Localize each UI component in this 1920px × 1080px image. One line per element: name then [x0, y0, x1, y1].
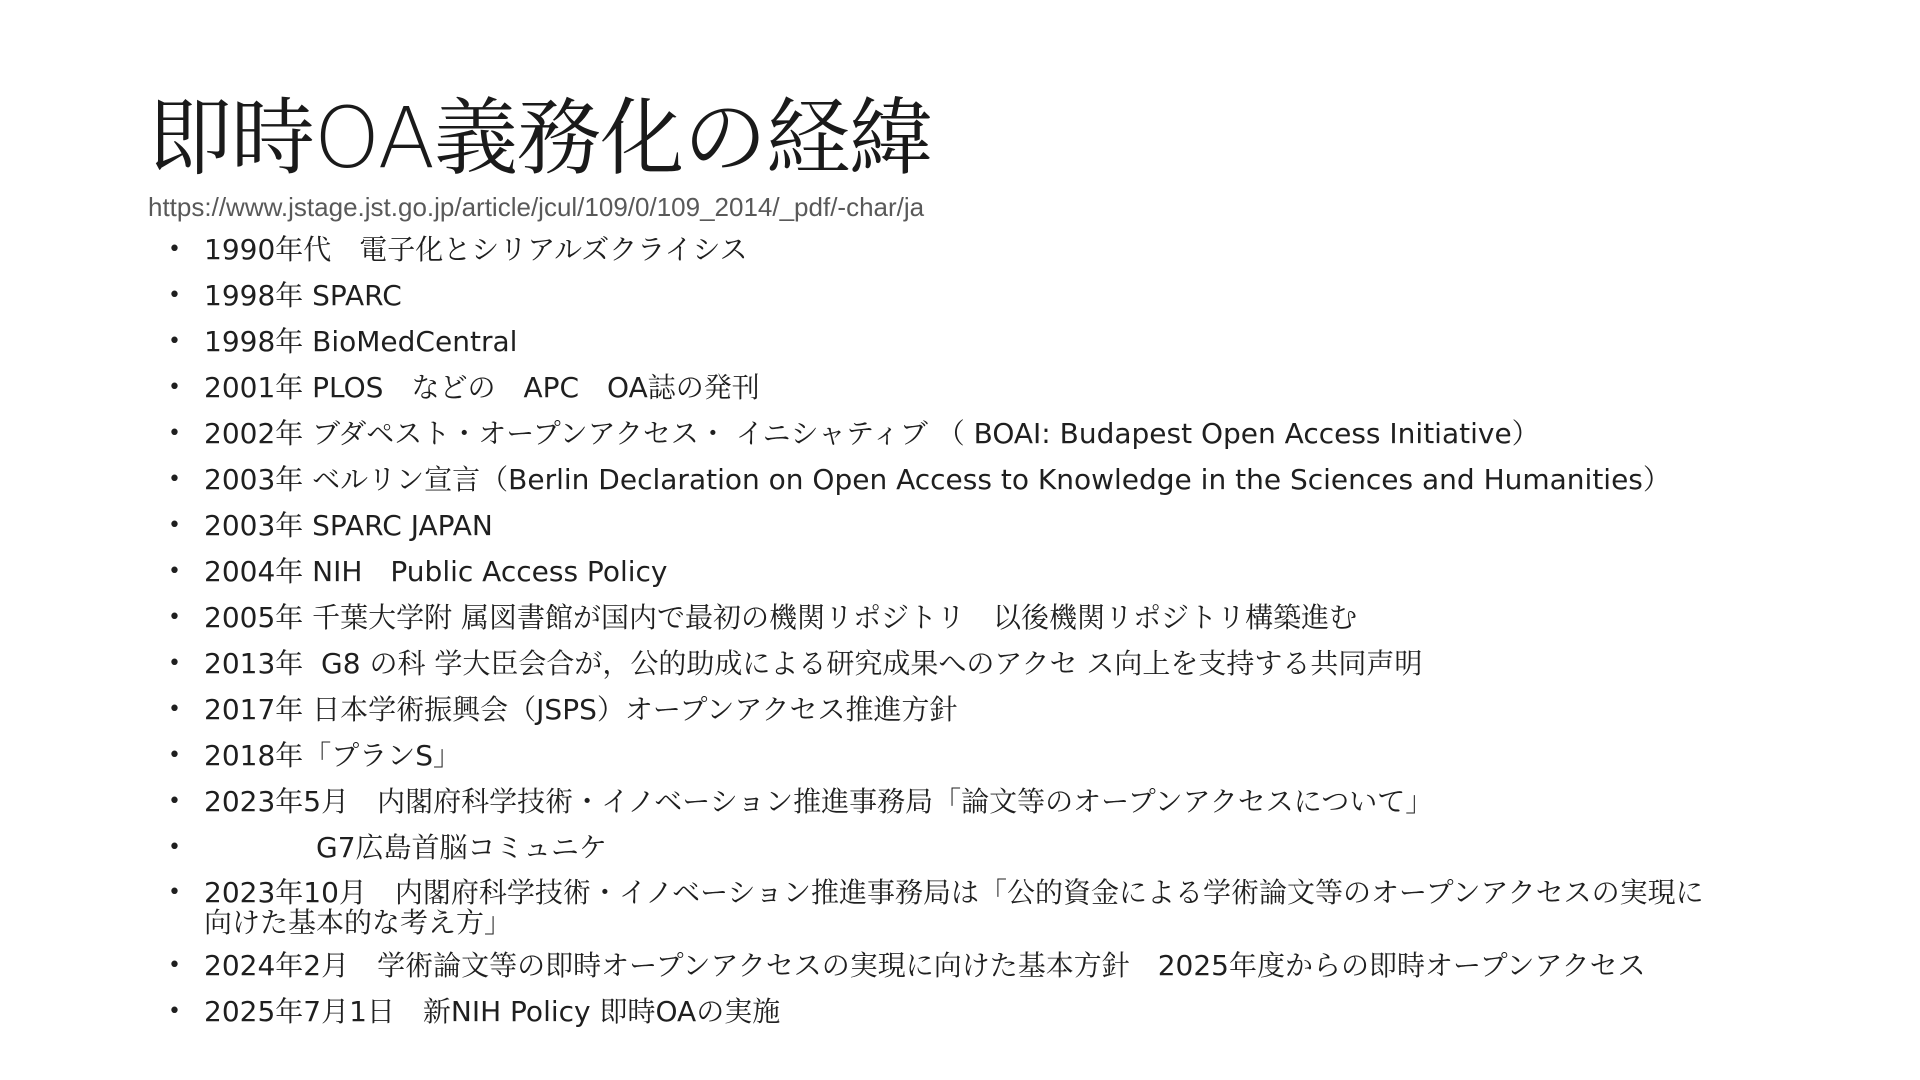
list-item [168, 648, 1868, 680]
slide-title: 即時OA義務化の経緯 [148, 89, 933, 187]
list-item [168, 280, 1868, 312]
list-item [168, 510, 1868, 542]
bullet-icon: • [168, 329, 181, 354]
list-item [168, 786, 1868, 818]
list-item [168, 556, 1868, 588]
list-item-text: 1998年 BioMedCentral [204, 325, 518, 358]
bullet-icon: • [168, 953, 181, 978]
list-item-text: 2004年 NIH Public Access Policy [204, 555, 668, 588]
list-item-text: 2003年 ベルリン宣言（Berlin Declaration on Open Access to Knowledge in the Sciences and Humanities） [204, 463, 1671, 496]
bullet-icon: • [168, 375, 181, 400]
bullet-icon: • [168, 835, 181, 860]
list-item-text: G7広島首脳コミュニケ [204, 831, 607, 864]
list-item-text: 2017年 日本学術振興会（JSPS）オープンアクセス推進方針 [204, 693, 958, 726]
list-item [168, 326, 1868, 358]
list-item [168, 234, 1868, 266]
bullet-icon: • [168, 999, 181, 1024]
timeline-list [168, 234, 1868, 1042]
list-item [168, 418, 1868, 450]
list-item-text: 2023年10月 内閣府科学技術・イノベーション推進事務局は「公的資金による学術論文等のオープンアクセスの実現に向けた基本的な考え方」 [204, 876, 1704, 939]
list-item-text: 1998年 SPARC [204, 279, 402, 312]
list-item [168, 464, 1868, 496]
bullet-icon: • [168, 559, 181, 584]
bullet-icon: • [168, 880, 181, 905]
list-item-text: 1990年代 電子化とシリアルズクライシス [204, 233, 748, 266]
list-item-text: 2001年 PLOS などの APC OA誌の発刊 [204, 371, 760, 404]
bullet-icon: • [168, 743, 181, 768]
bullet-icon: • [168, 513, 181, 538]
list-item-text: 2024年2月 学術論文等の即時オープンアクセスの実現に向けた基本方針 2025年度からの即時オープンアクセス [204, 949, 1646, 982]
source-url: https://www.jstage.jst.go.jp/article/jcul/109/0/109_2014/_pdf/-char/ja [148, 192, 925, 222]
bullet-icon: • [168, 789, 181, 814]
bullet-icon: • [168, 605, 181, 630]
list-item [168, 372, 1868, 404]
list-item-text: 2003年 SPARC JAPAN [204, 509, 493, 542]
bullet-icon: • [168, 421, 181, 446]
list-item-text: 2025年7月1日 新NIH Policy 即時OAの実施 [204, 995, 781, 1028]
list-item [168, 740, 1868, 772]
list-item-text: 2005年 千葉大学附 属図書館が国内で最初の機関リポジトリ 以後機関リポジトリ構築進む [204, 601, 1358, 634]
list-item-text: 2023年5月 内閣府科学技術・イノベーション推進事務局「論文等のオープンアクセスについて」 [204, 785, 1434, 818]
list-item-text: 2013年 G8 の科 学大臣会合が，公的助成による研究成果へのアクセ ス向上を支持する共同声明 [204, 647, 1423, 680]
list-item [168, 878, 1868, 938]
list-item [168, 950, 1868, 982]
list-item [168, 694, 1868, 726]
list-item-text: 2002年 ブダペスト・オープンアクセス・ イニシャティブ （ BOAI: Budapest Open Access Initiative） [204, 417, 1540, 450]
bullet-icon: • [168, 467, 181, 492]
list-item [168, 832, 1868, 864]
bullet-icon: • [168, 697, 181, 722]
bullet-icon: • [168, 283, 181, 308]
list-item [168, 996, 1868, 1028]
bullet-icon: • [168, 237, 181, 262]
list-item [168, 602, 1868, 634]
list-item-text: 2018年「プランS」 [204, 739, 462, 772]
bullet-icon: • [168, 651, 181, 676]
